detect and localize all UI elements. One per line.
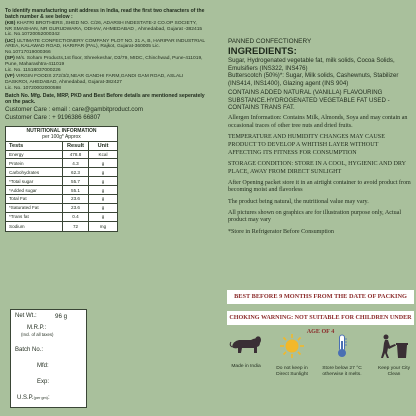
usp-label: U.S.P.(per gm): — [17, 395, 50, 401]
sunlight-caption: Do not keep in Direct Sunlight — [276, 366, 308, 377]
table-row: *Total sugar 55.7 g — [6, 177, 117, 186]
license-vf: Lic. No. 10720002000598 — [5, 86, 62, 92]
nutrition-title: NUTRITIONAL INFORMATION per 100g* Approx — [6, 127, 117, 142]
mfg-entry-uc: (UC) ULTIMATE CONFECTIONERY COMPANY PLOT NO. 21 A, B, HARIPAR INDUSTRIAL AREA, KALAWAD ROAD, HARIPAR (PAL), Rajkot, Gujarat-360005 Lic. No.10717019000366 — [5, 38, 205, 56]
table-row: Energy 478.8 Kcal — [6, 151, 117, 160]
refrigerator-note: *Store in Refrigerator Before Consumption — [228, 228, 334, 235]
made-in-india-caption: Made in India — [231, 364, 261, 369]
mfd-label: Mfd: — [37, 363, 49, 369]
batch-label: Batch No.: — [15, 347, 44, 353]
net-weight-label: Net Wt.: — [15, 313, 37, 319]
table-row: *Saturated Fat 23.6 g — [6, 204, 117, 213]
mfg-entry-kb: (KB) KHATRI BROTHERS ,SHED NO. C/26, ADARSH INDESTATE-2 CO.OP SOCIETY, NR SMASHAN, NR GURUDWARA, ODHAV, AHMEDABAD , Ahmedabad, Gujarat -382415 — [5, 20, 203, 32]
net-weight-box — [10, 309, 87, 408]
sun-icon — [277, 333, 307, 359]
table-row: *Trans fat 0.4 g — [6, 213, 117, 222]
temperature-caption: Store below 27 °C otherwise it melts. — [322, 366, 362, 377]
sunlight-badge — [270, 333, 314, 378]
storage-condition: STORAGE CONDITION: STORE IN A COOL, HYGIENIC AND DRY PLACE, AWAY FROM DIRECT SUNLIGHT — [228, 160, 406, 175]
temperature-badge — [320, 333, 364, 378]
illustration-note: All pictures shown on graphics are for illustration purpose only, Actual product may vary — [228, 209, 402, 224]
lion-icon — [229, 333, 263, 357]
license-kb: Lic. No.10720052000342 — [5, 32, 60, 38]
exp-label: Exp: — [37, 379, 50, 385]
choking-warning-banner: CHOKING WARNING: NOT SUITABLE FOR CHILDREN UNDER AGE OF 4 — [227, 311, 414, 325]
ingredients-heading: INGREDIENTS: — [228, 46, 297, 57]
mrp-label: M.R.P.: — [27, 325, 47, 331]
customer-care-phone: Customer Care : + 9196386 66807 — [5, 113, 101, 121]
batch-note: Batch No. Mfg. Date, MRP, PKD and Best Before details are mentioned seperately on the pack. — [5, 93, 205, 106]
mfg-entry-sp: (SP) M/s. Soham Products,1st floor, Shreekeshar, D3/79, MIDC, Chinchwad, Pune-411019, Pune, Maharashtra-411019 — [5, 56, 203, 68]
table-row: Sodium 72 mg — [6, 222, 117, 231]
thermometer-icon — [327, 333, 357, 359]
nutrition-header-row: Tests Result Unit — [6, 142, 117, 151]
city-clean-caption: Keep your City Clean — [377, 366, 411, 377]
license-sp: Lic. No. 11518037000226 — [5, 68, 61, 74]
nutrition-table — [5, 126, 118, 232]
mfg-entry-vf: (VF) VIRGIN FOODS 272/3/2,NEAR GANDHI FARM,GANDI GAM ROAD, ASLALI DASKROI, AHEDABAD, Ahmedabad, Gujarat-382427 — [5, 74, 184, 86]
temperature-warning: TEMPERATURE AND HUMIDITY CHANGES MAY CAUSE PRODUCT TO DEVELOP A WHITISH LAYER WITHOUT AFFECTING ITS FITNESS FOR CONSUMPTION — [228, 134, 385, 156]
after-opening-note: After Opening packet store it in an airtight container to avoid product from becoming moist and flavorless — [228, 179, 411, 194]
table-row: Total Fat 23.6 g — [6, 195, 117, 204]
table-row: *Added sugar 55.1 g — [6, 186, 117, 195]
best-before-banner: BEST BEFORE 9 MONTHS FROM THE DATE OF PACKING — [227, 290, 414, 304]
ingredients-main: Sugar, Hydrogenated vegetable fat, milk solids, Cocoa Solids, Emulsifiers (INS322, INS476) — [228, 57, 395, 72]
product-panel — [228, 38, 411, 236]
bin-icon — [377, 333, 411, 359]
table-row: Protein 4.3 g — [6, 159, 117, 168]
mrp-note: (Incl. of all taxes) — [21, 332, 54, 337]
made-in-india-badge — [224, 333, 268, 370]
ingredients-butterscotch: Butterscotch (50%)*: Sugar, Milk solids, Cashewnuts, Stabilizer (INS414, INS1400), Glazing agent (INS 904) — [228, 72, 399, 88]
net-weight-value: 96 g — [55, 313, 68, 320]
table-row: Carbohydrates 62.3 g — [6, 168, 117, 177]
allergen-info: Allergen Information: Contains Milk, Almonds, Soya and may contain an occasional traces of other tree nuts and dried fruits. — [228, 115, 408, 130]
mfg-intro: To identify manufacturing unit address in India, read the first two characters of the batch number & see below : — [5, 8, 205, 21]
customer-care-email: Customer Care : email : care@gambitproduct.com — [5, 105, 143, 113]
vanilla-note: CONTAINS ADDED NATURAL (VANILLA) FLAVOURING SUBSTANCE.HYDROGENATED VEGETABLE FAT USED - CONTAINS TRANS FAT. — [228, 88, 390, 112]
manufacturer-section — [5, 8, 205, 232]
product-category: PANNED CONFECTIONERY — [228, 38, 312, 45]
city-clean-badge — [372, 333, 416, 378]
natural-variation-note: The product being natural, the nutritional value may vary. — [228, 198, 369, 205]
